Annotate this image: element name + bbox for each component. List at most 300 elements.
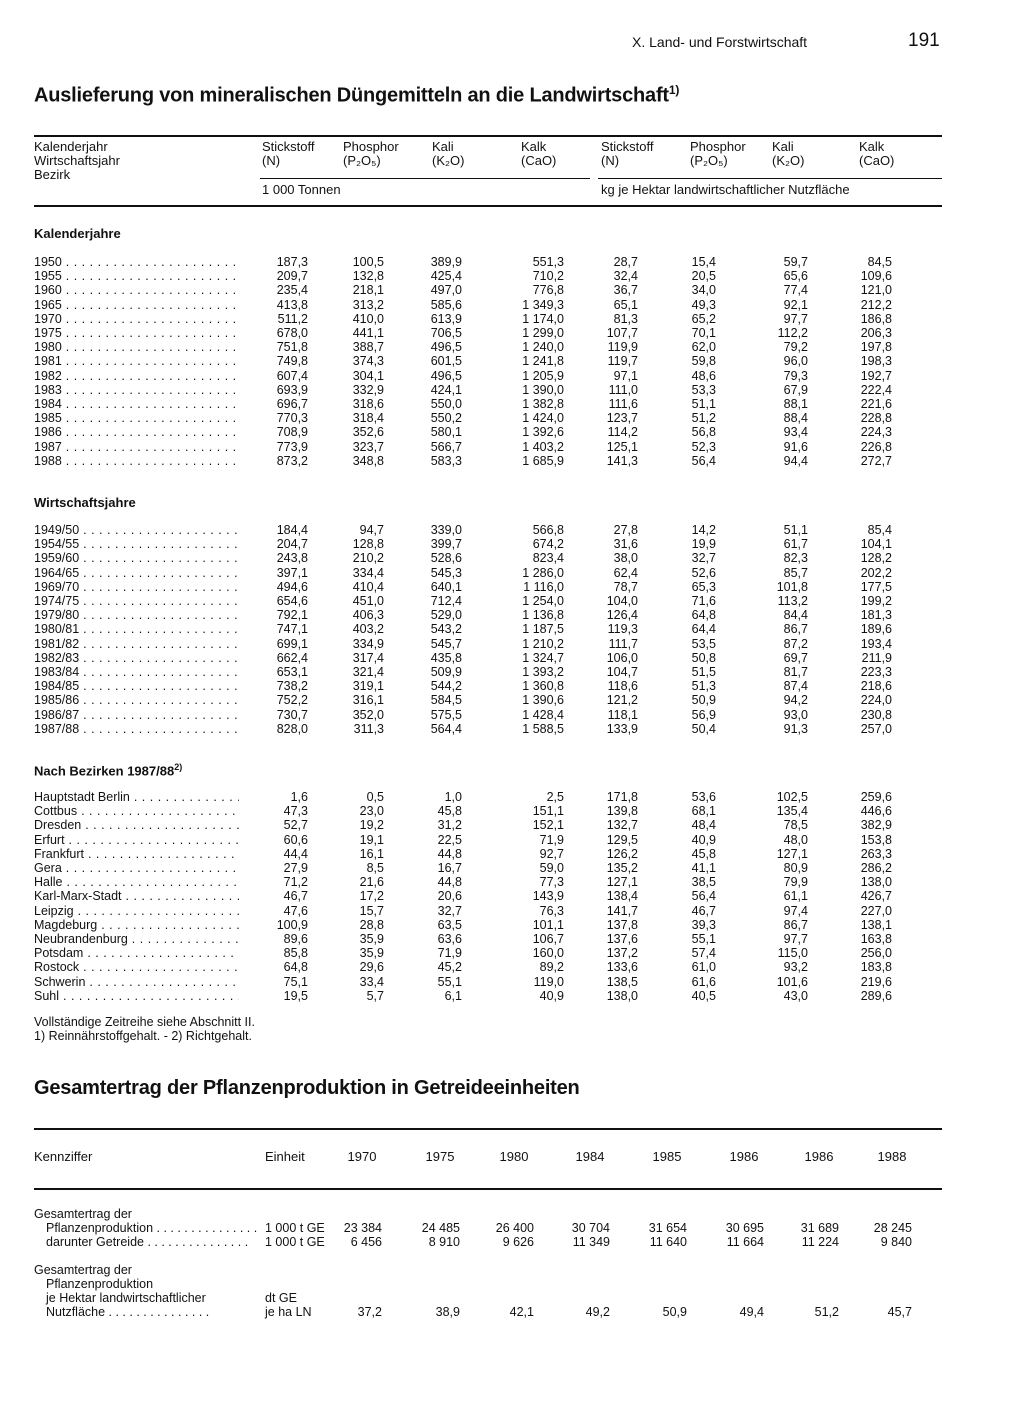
table-cell: 199,2 (860, 594, 892, 608)
table-cell: 494,6 (276, 579, 308, 594)
row-label: 1985/86 . . . (34, 693, 239, 707)
table-cell: 61,7 (783, 537, 808, 552)
table-cell: 1 187,5 (522, 622, 564, 637)
row-label: 1981 . . . (34, 354, 239, 368)
table-cell: 56,9 (691, 707, 716, 722)
row-label: Neubrandenburg . . . (34, 932, 239, 946)
table-cell: 41,1 (691, 861, 716, 875)
table-cell: 352,6 (352, 425, 384, 440)
table-cell: 580,1 (430, 425, 462, 440)
table-cell: 82,3 (783, 551, 808, 566)
table-row (0, 904, 1024, 918)
table-cell: 321,4 (352, 665, 384, 679)
table-cell: 69,7 (783, 650, 808, 665)
table-cell: 118,1 (607, 707, 638, 722)
table-cell: 313,2 (352, 297, 384, 312)
table-cell: 53,6 (691, 790, 716, 804)
table-row (0, 354, 1024, 368)
table-cell: 584,5 (430, 693, 462, 708)
column-header: Kalk (859, 139, 885, 154)
table-cell: 30 695 (725, 1221, 764, 1235)
row-label: 1984/85 . . . (34, 679, 239, 693)
table-cell: 206,3 (860, 326, 892, 340)
table-cell: 318,4 (352, 411, 384, 426)
table-cell: 11 640 (649, 1235, 687, 1249)
table-cell: 263,3 (860, 846, 892, 861)
table-cell: 55,1 (691, 932, 716, 946)
table-cell: 8,5 (366, 861, 384, 875)
table-cell: 15,7 (359, 903, 384, 918)
table-cell: 35,9 (359, 932, 384, 946)
table-cell: 49,3 (691, 297, 716, 312)
table-cell: 87,2 (783, 636, 808, 651)
table-cell: 16,7 (437, 861, 462, 875)
table-cell: 15,4 (691, 255, 716, 269)
row-label: 1975 . . . (34, 326, 239, 340)
column-header: Phosphor (690, 139, 746, 154)
table-cell: 137,2 (606, 946, 638, 961)
table-cell: 403,2 (352, 622, 384, 637)
table-row (0, 397, 1024, 411)
row-label: Halle . . . (34, 875, 239, 889)
row-label: Nutzfläche . . . (46, 1305, 209, 1319)
table-cell: 16,1 (359, 846, 384, 861)
table-cell: 52,7 (283, 818, 308, 833)
table-cell: 749,8 (276, 354, 308, 369)
unit-cell: 1 000 t GE (265, 1221, 325, 1235)
table-cell: 640,1 (430, 579, 462, 594)
table-cell: 26 400 (495, 1221, 534, 1235)
table-cell: 129,5 (606, 832, 638, 847)
table-cell: 45,8 (437, 804, 462, 819)
table-cell: 132,8 (352, 269, 384, 284)
table-cell: 441,1 (352, 326, 384, 340)
table-cell: 177,5 (860, 579, 892, 594)
table-cell: 51,2 (691, 411, 716, 426)
column-header: Stickstoff (601, 139, 654, 154)
table-cell: 45,2 (437, 960, 462, 975)
table-cell: 109,6 (860, 269, 892, 284)
row-label: Rostock . . . (34, 960, 239, 974)
table1-top-rule (34, 135, 942, 137)
table-cell: 107,7 (606, 326, 638, 340)
table-row (0, 637, 1024, 651)
table-cell: 1 210,2 (522, 636, 564, 651)
table-cell: 222,4 (860, 382, 892, 397)
table-cell: 413,8 (276, 297, 308, 312)
table-cell: 585,6 (430, 297, 462, 312)
table-cell: 87,4 (783, 679, 808, 694)
table-cell: 0,5 (366, 790, 384, 804)
table-cell: 118,6 (607, 679, 638, 694)
row-label: 1965 . . . (34, 298, 239, 312)
column-header-sub: (CaO) (521, 153, 557, 168)
table-cell: 1 392,6 (522, 425, 564, 440)
row-label: 1970 . . . (34, 312, 239, 326)
table-cell: 79,3 (783, 368, 808, 383)
table-cell: 38,9 (435, 1305, 460, 1319)
table-cell: 42,1 (509, 1305, 534, 1319)
table-cell: 48,6 (691, 368, 716, 383)
table-cell: 22,5 (437, 832, 462, 847)
table-cell: 62,0 (691, 340, 716, 355)
table-cell: 127,1 (606, 875, 638, 890)
table-row (0, 312, 1024, 326)
table-cell: 31 654 (648, 1221, 687, 1235)
table-cell: 601,5 (430, 354, 462, 369)
table-cell: 91,3 (783, 721, 808, 736)
table-cell: 88,1 (783, 397, 808, 411)
table-cell: 138,0 (860, 875, 892, 890)
table-cell: 31 689 (800, 1221, 839, 1235)
table-cell: 21,6 (359, 875, 384, 890)
table-cell: 91,6 (783, 439, 808, 454)
row-label: 1986 . . . (34, 425, 239, 439)
table2-top-rule (34, 1128, 942, 1130)
table-cell: 20,6 (437, 889, 462, 904)
row-label: Suhl . . . (34, 989, 239, 1003)
table-cell: 653,1 (276, 665, 308, 679)
table-cell: 119,9 (607, 340, 638, 355)
table-cell: 50,9 (662, 1305, 687, 1319)
table-cell: 48,4 (691, 818, 716, 833)
table-cell: 224,3 (860, 425, 892, 440)
table-cell: 152,1 (532, 818, 564, 833)
table-row (0, 283, 1024, 297)
table-cell: 204,7 (276, 537, 308, 552)
row-label: 1980 . . . (34, 340, 239, 354)
year-header: 1986 (729, 1149, 759, 1164)
table-cell: 183,8 (860, 960, 892, 975)
table-cell: 138,0 (606, 988, 638, 1003)
year-header: 1988 (877, 1149, 907, 1164)
table-cell: 119,3 (607, 622, 638, 637)
column-header: Kalk (521, 139, 547, 154)
table-row (0, 790, 1024, 804)
footnote-legend: 1) Reinnährstoffgehalt. - 2) Richtgehalt. (34, 1029, 252, 1043)
table-cell: 223,3 (860, 665, 892, 679)
table-cell: 352,0 (352, 707, 384, 722)
row-label: 1981/82 . . . (34, 637, 239, 651)
table-cell: 1 286,0 (522, 565, 564, 580)
table-cell: 135,2 (606, 861, 638, 875)
table-cell: 35,9 (359, 946, 384, 961)
einheit-header: Einheit (265, 1149, 305, 1164)
table-cell: 197,8 (860, 340, 892, 355)
row-label: 1987/88 . . . (34, 722, 239, 736)
table-cell: 318,6 (352, 397, 384, 411)
table-cell: 738,2 (276, 679, 308, 694)
table-cell: 40,5 (691, 988, 716, 1003)
table-cell: 59,8 (691, 354, 716, 369)
row-label: 1988 . . . (34, 454, 239, 468)
table-cell: 1 428,4 (522, 707, 564, 722)
row-label: Magdeburg . . . (34, 918, 239, 932)
table-cell: 75,1 (283, 974, 308, 989)
table-row (0, 551, 1024, 565)
table-cell: 289,6 (860, 988, 892, 1003)
table-cell: 139,8 (606, 804, 638, 819)
table-row (0, 989, 1024, 1003)
table-cell: 97,7 (783, 311, 808, 326)
table-cell: 47,6 (283, 903, 308, 918)
table-cell: 873,2 (276, 453, 308, 468)
table-row (0, 255, 1024, 269)
table-cell: 19,2 (359, 818, 384, 833)
table-cell: 127,1 (776, 846, 808, 861)
table-cell: 128,8 (352, 537, 384, 552)
table-cell: 61,6 (691, 974, 716, 989)
row-label: 1985 . . . (34, 411, 239, 425)
row-label: 1954/55 . . . (34, 537, 239, 551)
row-label: Potsdam . . . (34, 946, 239, 960)
table-cell: 48,0 (783, 832, 808, 847)
unit-left: 1 000 Tonnen (262, 182, 341, 197)
table-cell: 1 136,8 (522, 608, 564, 623)
table-cell: 55,1 (437, 974, 462, 989)
table-cell: 71,9 (539, 832, 564, 847)
column-header: Stickstoff (262, 139, 315, 154)
table-cell: 59,0 (539, 861, 564, 875)
table-cell: 424,1 (430, 382, 462, 397)
year-header: 1975 (425, 1149, 455, 1164)
table-cell: 399,7 (430, 537, 462, 552)
table-row (0, 425, 1024, 439)
table-cell: 792,1 (276, 608, 308, 623)
page-number: 191 (908, 30, 940, 51)
table-cell: 67,9 (783, 382, 808, 397)
table-cell: 693,9 (276, 382, 308, 397)
table-row (0, 326, 1024, 340)
table-cell: 84,5 (867, 255, 892, 269)
table-cell: 138,4 (606, 889, 638, 904)
table-cell: 49,2 (585, 1305, 610, 1319)
table-cell: 111,6 (608, 397, 638, 411)
table-cell: 56,8 (691, 425, 716, 440)
table-cell: 77,3 (539, 875, 564, 890)
table-cell: 529,0 (430, 608, 462, 623)
table-cell: 93,4 (783, 425, 808, 440)
table-cell: 60,6 (283, 832, 308, 847)
year-header: 1985 (652, 1149, 682, 1164)
table-cell: 40,9 (691, 832, 716, 847)
table-cell: 101,8 (776, 579, 808, 594)
table-cell: 32,7 (691, 551, 716, 566)
table-cell: 27,8 (613, 523, 638, 537)
table-cell: 84,4 (783, 608, 808, 623)
table-cell: 34,0 (691, 283, 716, 298)
table-cell: 85,7 (783, 565, 808, 580)
table-cell: 1 424,0 (522, 411, 564, 426)
table-cell: 551,3 (532, 255, 564, 269)
column-header: Kali (432, 139, 454, 154)
table-row (0, 818, 1024, 832)
table-cell: 388,7 (352, 340, 384, 355)
table-cell: 138,5 (606, 974, 638, 989)
table-cell: 106,0 (606, 650, 638, 665)
table-cell: 52,3 (691, 439, 716, 454)
table-cell: 19,9 (691, 537, 716, 552)
table-cell: 1 324,7 (522, 650, 564, 665)
table-cell: 184,4 (276, 523, 308, 537)
table-row (0, 875, 1024, 889)
table-cell: 710,2 (532, 269, 564, 284)
table-cell: 1 393,2 (522, 665, 564, 679)
table-cell: 57,4 (691, 946, 716, 961)
row-label: Pflanzenproduktion (46, 1277, 154, 1291)
table-cell: 773,9 (276, 439, 308, 454)
table-cell: 141,7 (606, 903, 638, 918)
table-row (0, 411, 1024, 425)
table-cell: 209,7 (276, 269, 308, 284)
row-label: 1949/50 . . . (34, 523, 239, 537)
table-cell: 50,4 (691, 721, 716, 736)
row-label: Karl-Marx-Stadt . . . (34, 889, 239, 903)
table-cell: 543,2 (430, 622, 462, 637)
table-cell: 1 349,3 (522, 297, 564, 312)
table-cell: 699,1 (276, 636, 308, 651)
table-cell: 1 390,6 (522, 693, 564, 708)
section-header: X. Land- und Forstwirtschaft (632, 34, 808, 50)
table-cell: 410,0 (352, 311, 384, 326)
table-cell: 509,9 (430, 665, 462, 679)
table-cell: 37,2 (357, 1305, 382, 1319)
column-header: Kali (772, 139, 794, 154)
table-cell: 24 485 (421, 1221, 460, 1235)
table-cell: 20,5 (691, 269, 716, 284)
row-label: darunter Getreide . . . (46, 1235, 248, 1249)
table-cell: 97,4 (783, 903, 808, 918)
table-row (0, 833, 1024, 847)
table-cell: 319,1 (352, 679, 384, 694)
table-row (0, 932, 1024, 946)
table-cell: 32,4 (613, 269, 638, 284)
table-cell: 171,8 (606, 790, 638, 804)
table-cell: 1 116,0 (523, 579, 564, 594)
table-row (0, 665, 1024, 679)
table-cell: 19,1 (359, 832, 384, 847)
table-cell: 1 588,5 (522, 721, 564, 736)
table-cell: 218,6 (860, 679, 892, 694)
table-row (0, 946, 1024, 960)
table-row (0, 889, 1024, 903)
table-cell: 43,0 (783, 988, 808, 1003)
row-label: 1974/75 . . . (34, 594, 239, 608)
table-cell: 9 840 (880, 1235, 912, 1249)
table-cell: 511,2 (277, 311, 308, 326)
table-cell: 446,6 (860, 804, 892, 819)
table-cell: 14,2 (691, 523, 716, 537)
table-cell: 163,8 (860, 932, 892, 946)
table-cell: 528,6 (430, 551, 462, 566)
table-cell: 97,1 (613, 368, 638, 383)
table-cell: 76,3 (539, 903, 564, 918)
table-cell: 137,8 (606, 917, 638, 932)
table-cell: 9 626 (502, 1235, 534, 1249)
table-cell: 88,4 (783, 411, 808, 426)
table-row (0, 608, 1024, 622)
table-cell: 1 390,0 (522, 382, 564, 397)
table-cell: 186,8 (860, 311, 892, 326)
table-cell: 119,0 (533, 974, 564, 989)
table-cell: 49,4 (739, 1305, 764, 1319)
table-row (0, 693, 1024, 707)
table-cell: 38,0 (613, 551, 638, 566)
table-cell: 221,6 (860, 397, 892, 411)
table-cell: 435,8 (430, 650, 462, 665)
table-cell: 382,9 (860, 818, 892, 833)
table-cell: 51,3 (691, 679, 716, 694)
unit-cell: dt GE (265, 1291, 297, 1305)
group-title-text: Wirtschaftsjahre (34, 495, 136, 510)
table-cell: 210,2 (352, 551, 384, 566)
row-label: 1969/70 . . . (34, 580, 239, 594)
table-cell: 30 704 (571, 1221, 610, 1235)
table-cell: 607,4 (276, 368, 308, 383)
table-cell: 63,6 (437, 932, 462, 946)
table-cell: 160,0 (532, 946, 564, 961)
table-cell: 348,8 (352, 453, 384, 468)
table-cell: 752,2 (276, 693, 308, 708)
table-cell: 1 241,8 (522, 354, 564, 369)
table-cell: 86,7 (783, 622, 808, 637)
table-cell: 227,0 (860, 903, 892, 918)
table-cell: 93,0 (783, 707, 808, 722)
table-cell: 1 205,9 (522, 368, 564, 383)
table-cell: 56,4 (691, 889, 716, 904)
table-cell: 85,4 (867, 523, 892, 537)
table-cell: 2,5 (546, 790, 564, 804)
table-row (0, 298, 1024, 312)
table-cell: 397,1 (276, 565, 308, 580)
table-cell: 304,1 (352, 368, 384, 383)
table-cell: 334,4 (352, 565, 384, 580)
year-header: 1980 (499, 1149, 529, 1164)
table-cell: 696,7 (276, 397, 308, 411)
table-cell: 545,7 (430, 636, 462, 651)
table-cell: 100,9 (276, 917, 308, 932)
table1-header-rule (34, 205, 942, 207)
table-cell: 126,2 (606, 846, 638, 861)
column-header: Phosphor (343, 139, 399, 154)
table-cell: 678,0 (276, 326, 308, 340)
table-cell: 56,4 (691, 453, 716, 468)
table-cell: 257,0 (860, 721, 892, 736)
unit-cell: 1 000 t GE (265, 1235, 325, 1249)
table-cell: 96,0 (783, 354, 808, 369)
table-cell: 575,5 (430, 707, 462, 722)
row-label: 1987 . . . (34, 440, 239, 454)
row-label: Gesamtertrag der (34, 1263, 132, 1277)
table-row (0, 369, 1024, 383)
table-cell: 38,5 (691, 875, 716, 890)
table-cell: 115,0 (777, 946, 808, 961)
table-cell: 51,1 (783, 523, 808, 537)
table-cell: 65,3 (691, 579, 716, 594)
table-cell: 137,6 (606, 932, 638, 946)
table-cell: 317,4 (352, 650, 384, 665)
row-label: Cottbus . . . (34, 804, 239, 818)
table-cell: 92,7 (539, 846, 564, 861)
table-cell: 104,1 (860, 537, 892, 552)
table-cell: 114,2 (607, 425, 638, 440)
table-cell: 708,9 (276, 425, 308, 440)
table-cell: 59,7 (783, 255, 808, 269)
table-cell: 79,2 (783, 340, 808, 355)
table-cell: 52,6 (691, 565, 716, 580)
table-cell: 451,0 (352, 594, 384, 608)
table-row (0, 960, 1024, 974)
